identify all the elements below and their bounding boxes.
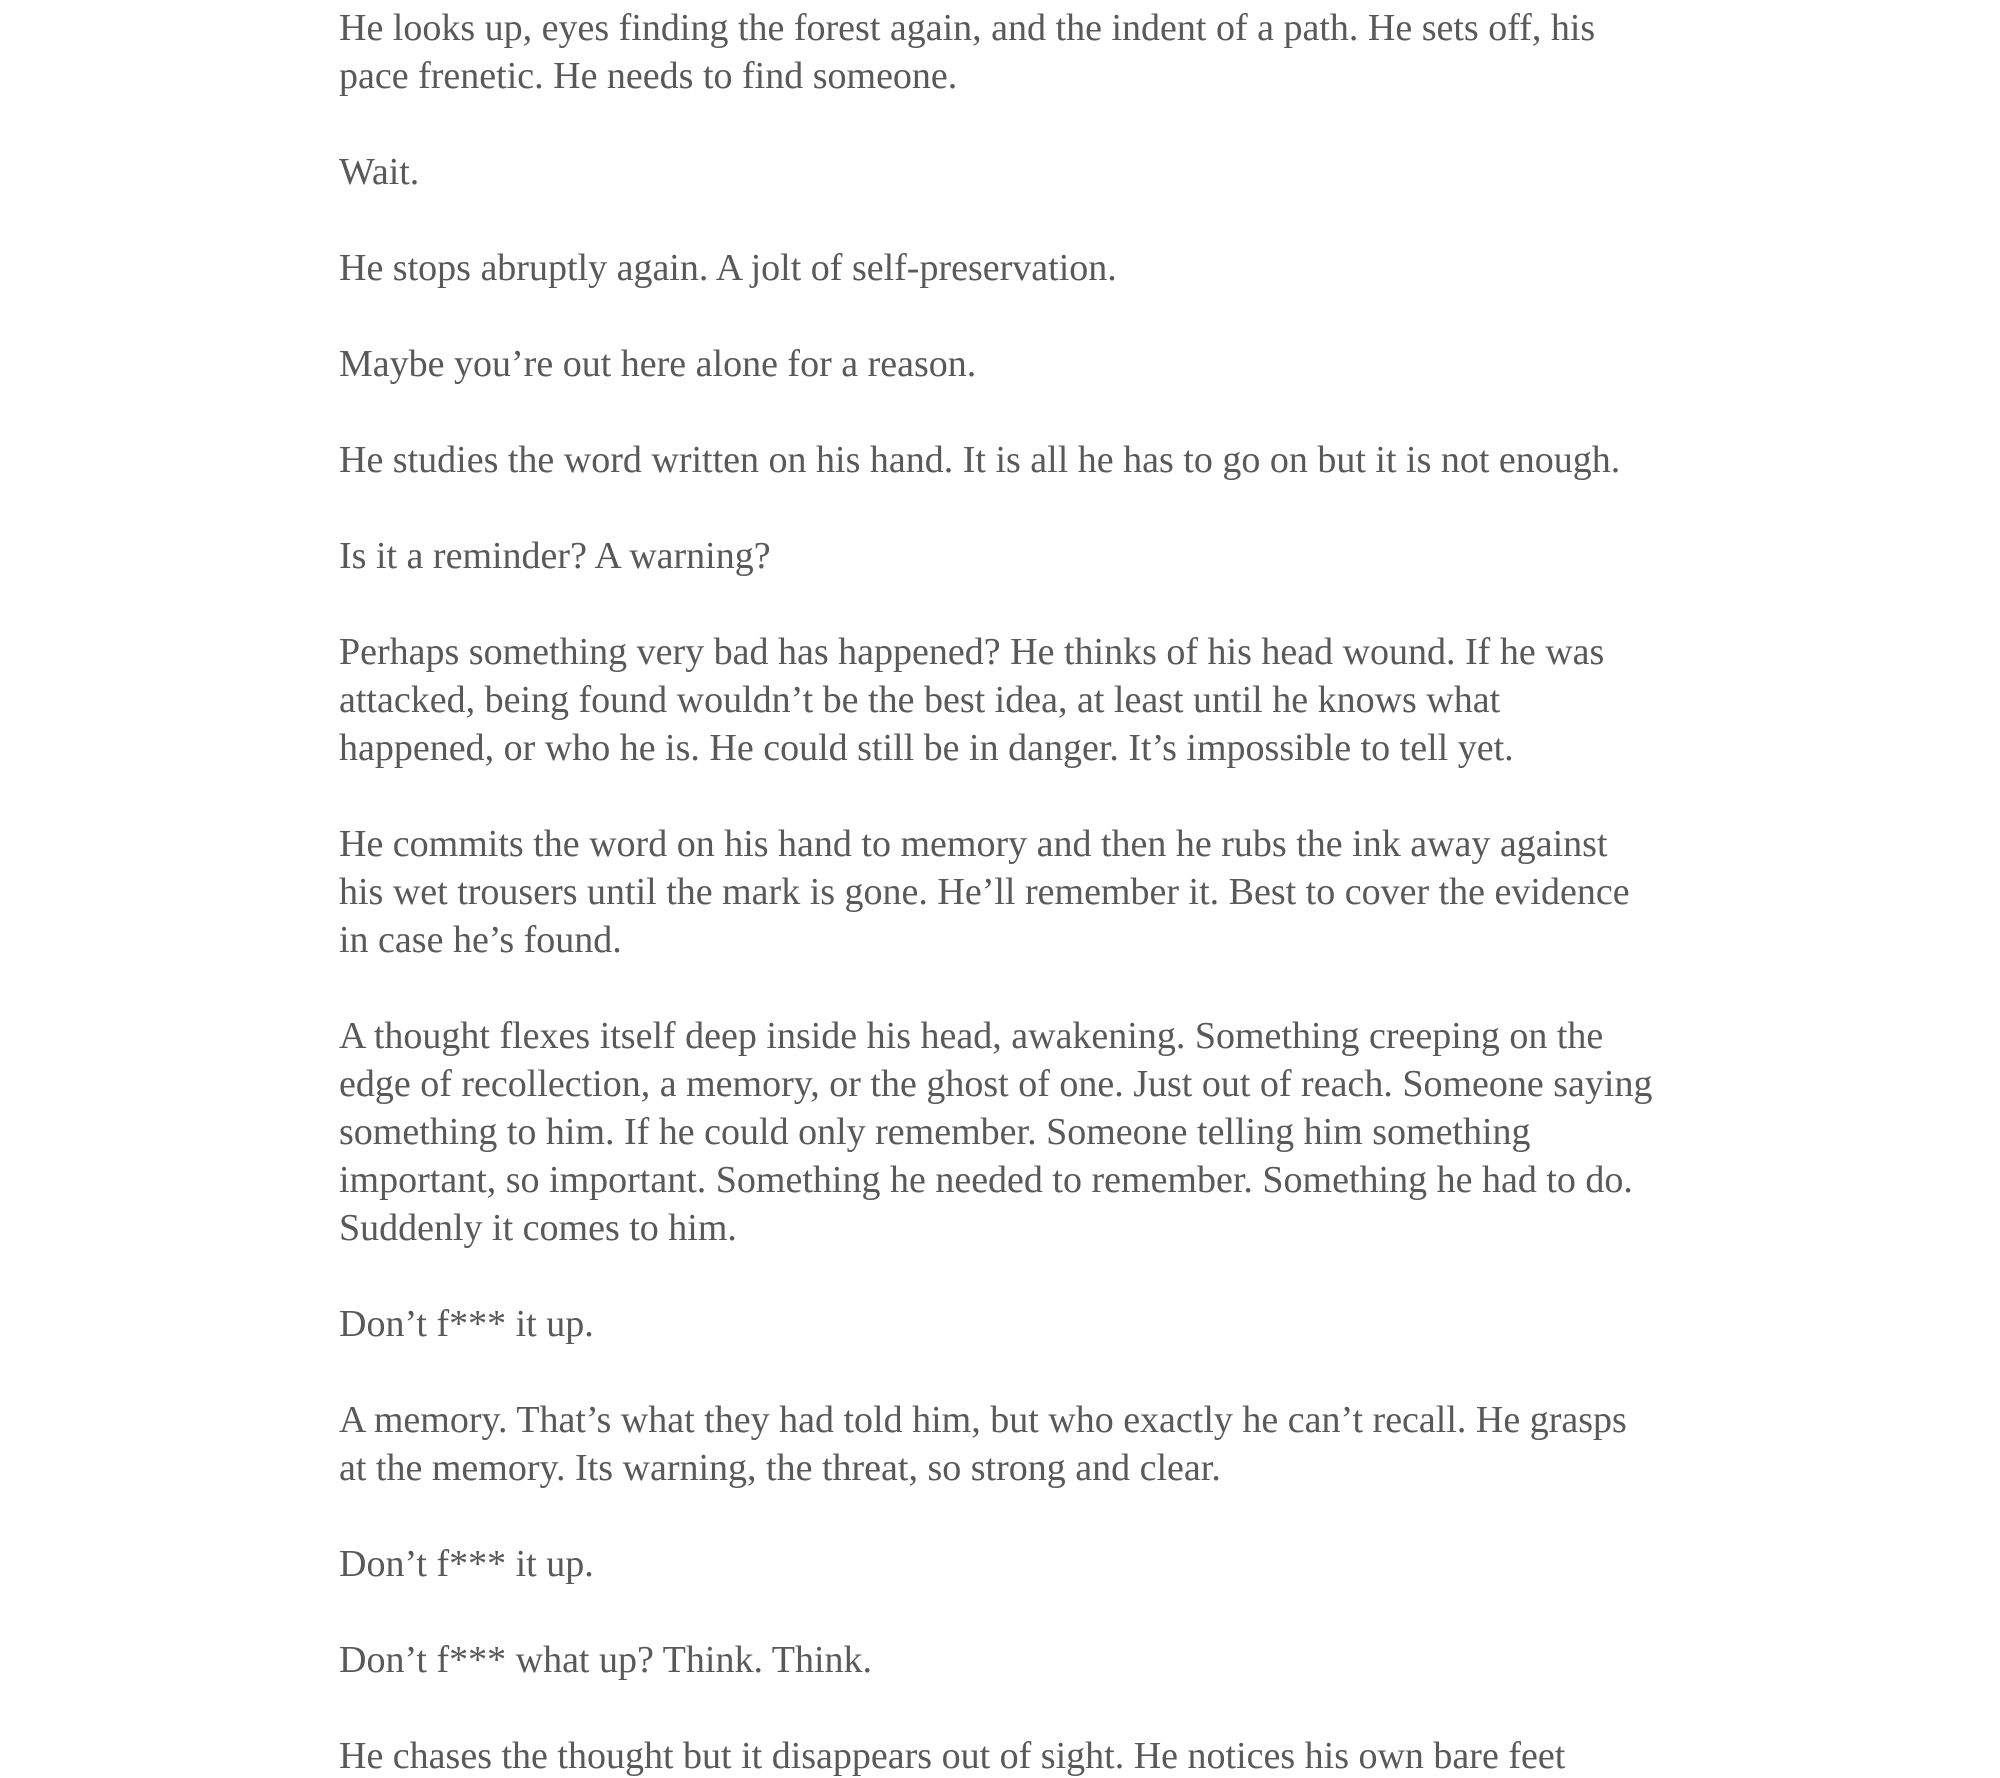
text-line: Wait. [339,151,420,193]
paragraph-6 [339,532,1689,580]
paragraph-13 [339,1636,1689,1684]
text-line: his wet trousers until the mark is gone. He’ll remember it. Best to cover the evidence [339,871,1630,913]
paragraph-5 [339,436,1689,484]
text-line: He commits the word on his hand to memory and then he rubs the ink away against [339,823,1608,865]
paragraph-10 [339,1300,1689,1348]
text-line: pace frenetic. He needs to find someone. [339,55,958,97]
paragraph-8 [339,820,1689,964]
paragraph-9 [339,1012,1689,1252]
text-line: A memory. That’s what they had told him, but who exactly he can’t recall. He grasps [339,1399,1627,1441]
text-line: Don’t f*** it up. [339,1543,594,1585]
text-line: He stops abruptly again. A jolt of self-preservation. [339,247,1117,289]
paragraph-14 [339,1732,1689,1778]
text-line: He chases the thought but it disappears out of sight. He notices his own bare feet [339,1735,1566,1777]
text-line: something to him. If he could only remember. Someone telling him something [339,1111,1531,1153]
text-line: He looks up, eyes finding the forest again, and the indent of a path. He sets off, his [339,7,1596,49]
text-line: attacked, being found wouldn’t be the best idea, at least until he knows what [339,679,1501,721]
text-line: edge of recollection, a memory, or the ghost of one. Just out of reach. Someone saying [339,1063,1653,1105]
document-body [339,4,1689,1778]
text-line: A thought flexes itself deep inside his head, awakening. Something creeping on the [339,1015,1604,1057]
text-line: He studies the word written on his hand. It is all he has to go on but it is not enough. [339,439,1621,481]
paragraph-12 [339,1540,1689,1588]
text-line: Don’t f*** it up. [339,1303,594,1345]
text-line: Suddenly it comes to him. [339,1207,737,1249]
paragraph-11 [339,1396,1689,1492]
text-line: Perhaps something very bad has happened? He thinks of his head wound. If he was [339,631,1605,673]
text-line: in case he’s found. [339,919,622,961]
text-line: important, so important. Something he needed to remember. Something he had to do. [339,1159,1633,1201]
paragraph-2 [339,148,1689,196]
text-line: Don’t f*** what up? Think. Think. [339,1639,873,1681]
text-line: happened, or who he is. He could still be in danger. It’s impossible to tell yet. [339,727,1514,769]
text-line: Maybe you’re out here alone for a reason. [339,343,977,385]
text-line: at the memory. Its warning, the threat, so strong and clear. [339,1447,1221,1489]
paragraph-4 [339,340,1689,388]
text-line: Is it a reminder? A warning? [339,535,771,577]
paragraph-7 [339,628,1689,772]
paragraph-3 [339,244,1689,292]
paragraph-1 [339,4,1689,100]
